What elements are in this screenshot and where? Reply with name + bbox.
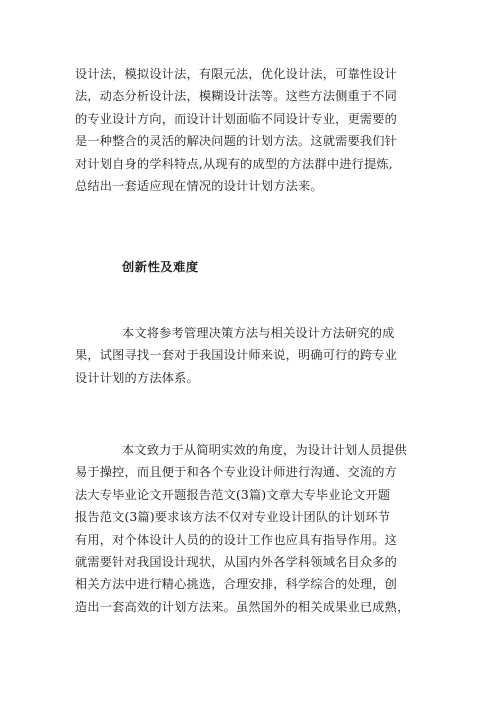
text-line: 法大专毕业论文开题报告范文(3篇)文章大专毕业论文开题 [75, 487, 391, 502]
text-line: 对计划自身的学科特点,从现有的成型的方法群中进行提炼, [75, 156, 393, 171]
text-line: 易于操控，而且便于和各个专业设计师进行沟通、交流的方 [75, 465, 398, 480]
text-line: 本文致力于从简明实效的角度，为设计计划人员提供 [122, 443, 407, 457]
section-heading: 创新性及难度 [122, 260, 199, 274]
text-line: 的专业设计方向，而设计计划面临不同设计专业，更需要的 [75, 111, 398, 126]
text-line: 是一种整合的灵活的解决问题的计划方法。这就需要我们针 [75, 134, 398, 149]
text-line: 就需要针对我国设计现状，从国内外各学科领域名目众多的 [75, 555, 398, 570]
text-line: 法，动态分析设计法，模糊设计法等。这些方法侧重于不同 [75, 89, 398, 104]
text-line: 果，试图寻找一套对于我国设计师来说，明确可行的跨专业 [75, 348, 398, 363]
text-line: 报告范文(3篇)要求该方法不仅对专业设计团队的计划环节 [75, 510, 391, 525]
text-line: 设计法，模拟设计法，有限元法，优化设计法，可靠性设计 [75, 67, 398, 81]
paragraph-approach [75, 439, 429, 618]
paragraph-methods [75, 63, 429, 197]
text-line: 相关方法中进行精心挑选，合理安排，科学综合的处理，创 [75, 577, 398, 592]
paragraph-purpose [75, 322, 429, 389]
text-line: 造出一套高效的计划方法来。虽然国外的相关成果业已成熟， [75, 599, 410, 614]
text-line: 总结出一套适应现在情况的设计计划方法来。 [75, 179, 323, 194]
text-line: 设计计划的方法体系。 [75, 370, 199, 385]
text-line: 有用，对个体设计人员的的设计工作也应具有指导作用。这 [75, 532, 398, 547]
text-line: 本文将参考管理决策方法与相关设计方法研究的成 [122, 326, 395, 340]
